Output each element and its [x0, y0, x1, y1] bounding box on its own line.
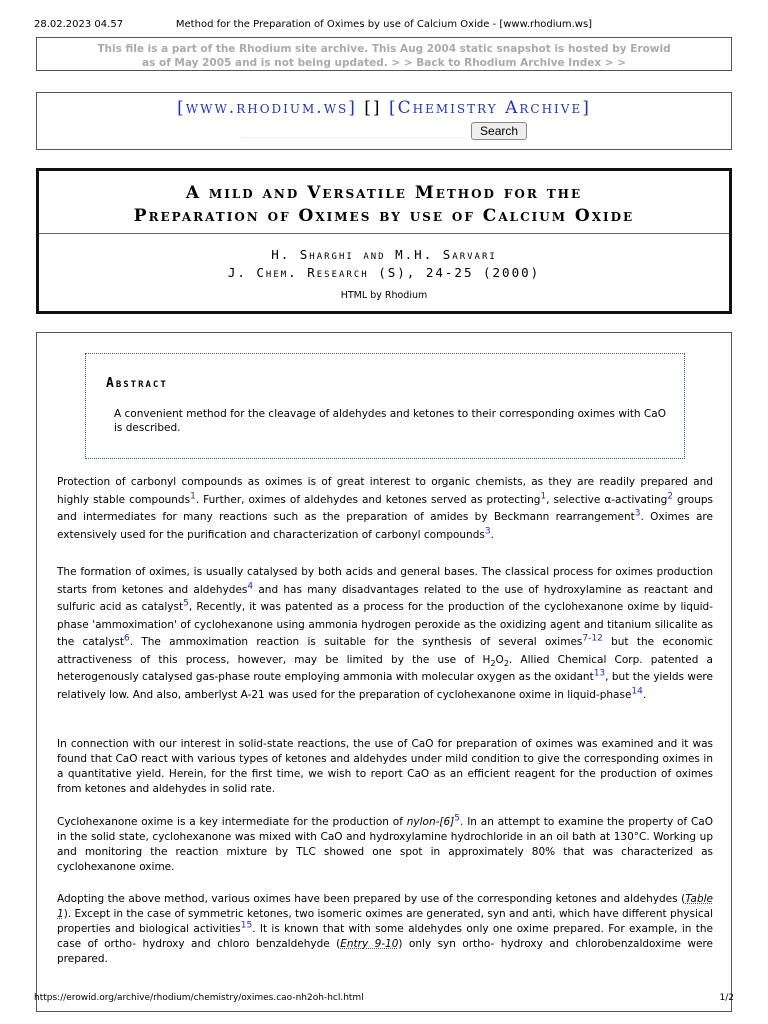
paragraph-2: The formation of oximes, is usually catalysed by both acids and general bases. The classical process for oximes production starts from ketones and aldehydes$^4$ and has many disadvantages related to the use of hydroxylamine as reactant and sulfuric acid as catalyst$^5$, Recently, it was patented as a process for the production of the cyclohexanone oxime by liquid-phase 'ammoximation' of cyclohexanone using ammonia hydrogen peroxide as the oxidizing agent and titanium silicalite as the catalyst$^6$. The ammoximation reaction is suitable for the synthesis of several oximes$^{7-12}$ but the economic attractiveness of this process, however, may be limited by the use of $H_2O_2$. Allied Chemical Corp. patented a heterogenously catalysed gas-phase route employing ammonia with molecular oxygen as the oxidant$^{13}$, but the yields were relatively low. And also, amberlyst A-21 was used for the preparation of cyclohexanone oxime in liquid-phase$^{14}$. — [57, 566, 713, 701]
paragraph-4: Cyclohexanone oxime is a key intermediate for the production of nylon-[6]$^5$. In an attempt to examine the property of CaO in the solid state, cyclohexanone was mixed with CaO and hydroxylamine hydrochloride in an oil bath at 130°C. Working up and monitoring the reaction mixture by TLC showed one spot in approximately 80% that was characterized as cyclohexanone oxime. — [57, 813, 713, 873]
title-section — [39, 171, 729, 234]
reference-link[interactable]: 4 — [247, 581, 254, 591]
print-datetime: 28.02.2023 04.57 — [34, 19, 124, 30]
author-block — [39, 246, 729, 282]
reference-link[interactable]: 3 — [634, 508, 641, 519]
chemistry-archive-link[interactable]: [Chemistry Archive] — [388, 98, 591, 118]
entry-link[interactable]: Entry 9-10 — [340, 938, 399, 950]
archive-notice-link[interactable]: as of May 2005 and is not being updated. > > Back to Rhodium Archive Index > > — [141, 57, 627, 69]
search-row — [37, 120, 731, 140]
print-page-number: 1/2 — [719, 993, 734, 1003]
article-body — [36, 332, 732, 1012]
archive-nav-links — [37, 98, 731, 118]
title-line-2: Preparation of Oximes by use of Calcium Oxide — [133, 206, 635, 226]
reference-link[interactable]: 1 — [190, 491, 196, 501]
authors: H. Sharghi and M.H. Sarvari — [271, 247, 497, 262]
search-button[interactable]: Search — [471, 122, 527, 140]
archive-nav-box — [36, 92, 732, 150]
table-1-link[interactable]: Table 1 — [57, 893, 713, 920]
print-url: https://erowid.org/archive/rhodium/chemistry/oximes.cao-nh2oh-hcl.html — [34, 993, 364, 1003]
paragraph-5: Adopting the above method, various oximes have been prepared by use of the corresponding ketones and aldehydes (Table 1). Except in the case of symmetric ketones, two isomeric oximes are generated, syn and anti, which have different physical properties and biological activities$^{15}$. It is known that with some aldehydes only one oxime prepared. For example, in the case of ortho- hydroxy and chloro benzaldehyde (Entry 9-10) only syn ortho- hydroxy and chlorobenzaldoxime were prepared. — [57, 893, 713, 965]
abstract-text: A convenient method for the cleavage of aldehydes and ketones to their corresponding oximes with CaO is described. — [114, 408, 666, 434]
reference-link[interactable]: 13 — [593, 668, 606, 679]
reference-link[interactable]: 6 — [124, 633, 130, 644]
paragraph-3: In connection with our interest in solid-state reactions, the use of CaO for preparation of oximes was examined and it was found that CaO react with various types of ketones and aldehydes under mild condition to give the corresponding oximes in a quantitative yield. Herein, for the first time, we wish to report CaO as an efficient reagent for the production of oximes from ketones and aldehydes in solid rate. — [57, 738, 713, 795]
rhodium-site-link[interactable]: [www.rhodium.ws] — [177, 98, 357, 118]
reference-link[interactable]: 15 — [240, 920, 253, 931]
reference-link[interactable]: 7-12 — [582, 633, 603, 644]
article-header — [36, 168, 732, 314]
reference-link[interactable]: 2 — [667, 491, 674, 501]
reference-link[interactable]: 5 — [183, 598, 189, 609]
abstract-heading: Abstract — [106, 376, 168, 391]
article-title — [39, 171, 729, 228]
reference-link[interactable]: 3 — [484, 526, 491, 536]
search-input[interactable] — [241, 123, 466, 138]
archive-notice — [36, 37, 732, 71]
print-page-title: Method for the Preparation of Oximes by use of Calcium Oxide - [www.rhodium.ws] — [175, 19, 593, 30]
abstract-box — [85, 353, 685, 459]
reference-link[interactable]: 5 — [454, 813, 461, 824]
paragraph-1: Protection of carbonyl compounds as oximes is of great interest to organic chemists, as they are readily prepared and highly stable compounds$^1$. Further, oximes of aldehydes and ketones served as protecting$^1$, selective α-activating$^2$ groups and intermediates for many reactions such as the preparation of amides by Beckmann rearrangement$^3$. Oximes are extensively used for the purification and characterization of carbonyl compounds$^3$. — [57, 476, 713, 541]
nav-separator: [] — [364, 98, 382, 118]
html-credit: HTML by Rhodium — [340, 290, 428, 301]
citation: J. Chem. Research (S), 24-25 (2000) — [227, 265, 541, 280]
reference-link[interactable]: 1 — [540, 491, 547, 501]
reference-link[interactable]: 14 — [631, 686, 643, 696]
title-line-1: A mild and Versatile Method for the — [185, 183, 583, 203]
archive-notice-line1: This file is a part of the Rhodium site archive. This Aug 2004 static snapshot is hosted by Erowid — [97, 43, 671, 55]
